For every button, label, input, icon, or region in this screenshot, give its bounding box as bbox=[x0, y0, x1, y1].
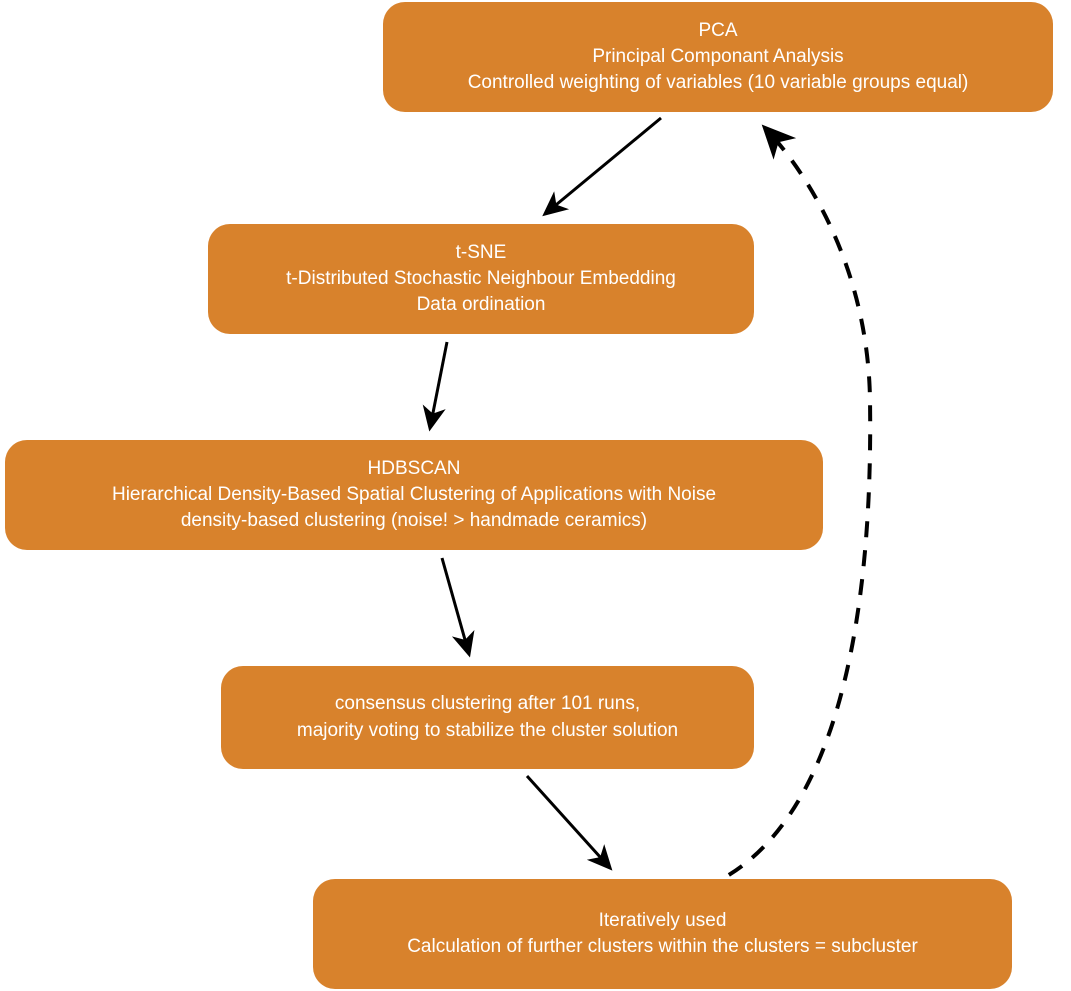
node-hdbscan-line-3: density-based clustering (noise! > handmade ceramics) bbox=[180, 510, 648, 532]
edge-tsne-to-hdbscan bbox=[430, 342, 447, 428]
node-hdbscan[interactable] bbox=[5, 440, 823, 550]
node-pca[interactable] bbox=[383, 2, 1053, 112]
edge-hdbscan-to-consensus bbox=[442, 558, 469, 654]
node-pca-line-3: Controlled weighting of variables (10 variable groups equal) bbox=[467, 72, 969, 94]
edge-pca-to-tsne bbox=[545, 118, 661, 214]
node-tsne-line-3: Data ordination bbox=[416, 294, 546, 316]
node-iterative-line-2: Calculation of further clusters within the clusters = subcluster bbox=[407, 936, 918, 957]
node-pca-line-2: Principal Componant Analysis bbox=[592, 45, 844, 67]
node-tsne-line-1: t-SNE bbox=[455, 241, 507, 263]
edge-consensus-to-iterative bbox=[527, 776, 610, 868]
node-tsne-line-2: t-Distributed Stochastic Neighbour Embedding bbox=[286, 267, 676, 289]
node-hdbscan-line-1: HDBSCAN bbox=[367, 457, 461, 479]
node-iteratively-used[interactable] bbox=[313, 879, 1012, 989]
node-consensus-line-2: majority voting to stabilize the cluster solution bbox=[296, 719, 679, 741]
node-consensus-line-1: consensus clustering after 101 runs, bbox=[334, 693, 641, 715]
node-consensus-clustering[interactable] bbox=[221, 666, 754, 769]
node-tsne[interactable] bbox=[208, 224, 754, 334]
node-iterative-line-1: Iteratively used bbox=[598, 909, 727, 931]
node-pca-line-1: PCA bbox=[698, 19, 738, 41]
node-hdbscan-line-2: Hierarchical Density-Based Spatial Clustering of Applications with Noise bbox=[111, 483, 717, 505]
